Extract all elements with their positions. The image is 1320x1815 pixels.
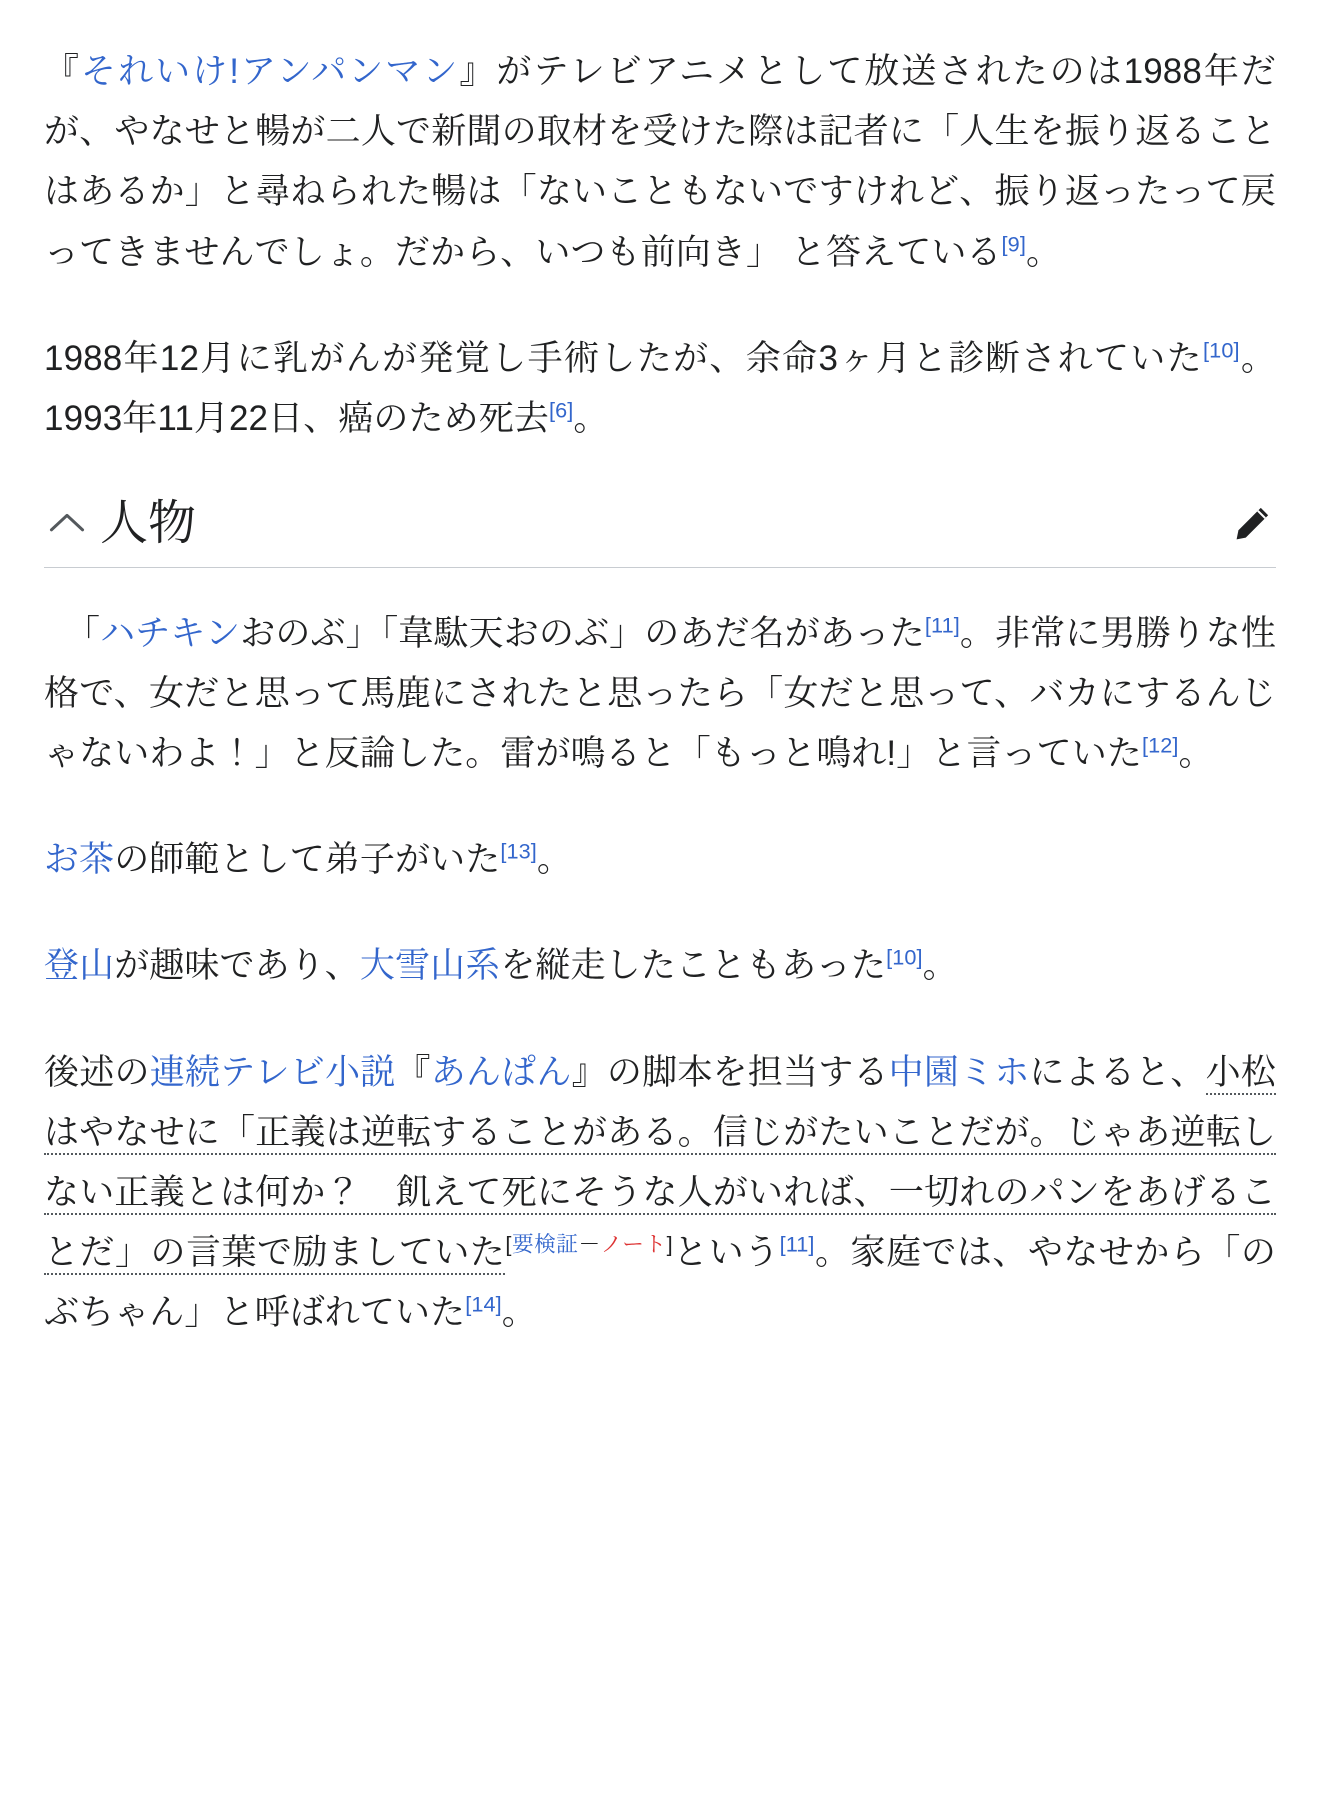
disputed-text: 小松はやなせに「正義は逆転することがある。信じがたいことだが。じゃあ逆転しない正義とは何か？ 飢えて死にそうな人がいれば、一切れのパンをあげることだ」の言葉で励ましていた [44, 1053, 1276, 1276]
reference-link[interactable]: [10] [886, 944, 923, 970]
section-heading-person [44, 495, 1276, 568]
text-run: 』の脚本を担当する [571, 1052, 889, 1092]
reference-link[interactable]: [11] [924, 612, 960, 638]
reference-link[interactable]: [13] [500, 838, 537, 864]
reference-marker[interactable] [1002, 231, 1026, 256]
text-run: 。 [922, 946, 958, 986]
text-run: 』がテレビアニメとして放送されたのは1988年だが、やなせと暢が二人で新聞の取材を受けた際は記者に「人生を振り返ることはあるか」と尋ねられた暢は「ないこともないですけれど、振り返ったって戻ってきませんでしょ。だから、いつも前向き」 と答えている [44, 52, 1276, 272]
chevron-up-icon[interactable] [44, 501, 90, 547]
heading-spacer [44, 568, 1276, 604]
wiki-link[interactable]: あんぱん [430, 1052, 572, 1092]
paragraph-nickname [44, 604, 1276, 785]
text-run: 『 [44, 52, 82, 91]
reference-marker[interactable] [925, 612, 960, 637]
reference-marker[interactable] [549, 397, 573, 422]
pencil-edit-icon[interactable] [1228, 500, 1276, 548]
text-run: 。 [1025, 232, 1062, 272]
paragraph-mountain [44, 936, 1276, 996]
text-run: 。 [536, 840, 572, 880]
text-run: 。 [501, 1293, 537, 1333]
paragraph-anpan-drama [44, 1043, 1276, 1344]
paragraph-tea [44, 830, 1276, 890]
reference-link[interactable]: [11] [779, 1231, 815, 1257]
wiki-link[interactable]: ハチキン [100, 613, 241, 653]
wiki-link[interactable]: 連続テレビ小説 [149, 1052, 396, 1092]
text-run: の師範として弟子がいた [114, 840, 501, 880]
reference-marker[interactable] [1142, 732, 1179, 757]
citation-needed-marker[interactable] [505, 1232, 672, 1257]
reference-link[interactable]: [14] [465, 1291, 502, 1317]
wiki-link[interactable]: 登山 [44, 946, 115, 986]
text-run: 「 [65, 613, 101, 653]
text-run: 1988年12月に乳がんが発覚し手術したが、余命3ヶ月と診断されていた [44, 338, 1204, 378]
text-run: 。 [1178, 734, 1214, 774]
bracket-open: [ [505, 1231, 512, 1257]
wiki-link[interactable]: それいけ!アンパンマン [81, 52, 460, 91]
verify-link[interactable]: 要検証 [511, 1231, 579, 1257]
reference-marker[interactable] [780, 1232, 815, 1257]
talk-note-link[interactable]: ノート [600, 1231, 667, 1257]
paragraph-illness [44, 329, 1276, 449]
text-run: が趣味であり、 [114, 946, 360, 986]
reference-link[interactable]: [12] [1141, 732, 1179, 758]
bracket-close: ] [666, 1231, 673, 1257]
separator: － [578, 1231, 601, 1257]
wiki-link[interactable]: 中園ミホ [888, 1052, 1030, 1092]
paragraph-anpanman [44, 42, 1276, 283]
section-title: 人物 [100, 497, 197, 551]
reference-link[interactable]: [10] [1203, 337, 1240, 363]
text-run: 後述の [44, 1052, 150, 1092]
text-run: によると、 [1029, 1052, 1206, 1092]
text-run: 。非常に男勝りな性格で、女だと思って馬鹿にされたと思ったら「女だと思って、バカにするんじゃないわよ！」と反論した。雷が鳴ると「もっと鳴れ!」と言っていた [44, 613, 1276, 774]
reference-marker[interactable] [1203, 337, 1240, 362]
text-run: 。 [573, 398, 609, 438]
reference-marker[interactable] [886, 945, 923, 970]
wiki-link[interactable]: 大雪山系 [359, 946, 501, 986]
text-run: 。家庭では、やなせから「のぶちゃん」と呼ばれていた [44, 1233, 1276, 1333]
text-run: 。1993年11月22日、癌のため死去 [44, 338, 1276, 438]
reference-marker[interactable] [465, 1292, 502, 1317]
text-run: という [672, 1233, 780, 1273]
text-run: を縦走したこともあった [500, 946, 887, 986]
reference-link[interactable]: [6] [548, 397, 574, 423]
reference-marker[interactable] [500, 839, 537, 864]
wiki-link[interactable]: お茶 [44, 840, 115, 880]
text-run: 『 [395, 1052, 431, 1092]
reference-link[interactable]: [9] [1001, 230, 1026, 256]
text-run: おのぶ」「韋駄天おのぶ」のあだ名があった [240, 613, 925, 653]
